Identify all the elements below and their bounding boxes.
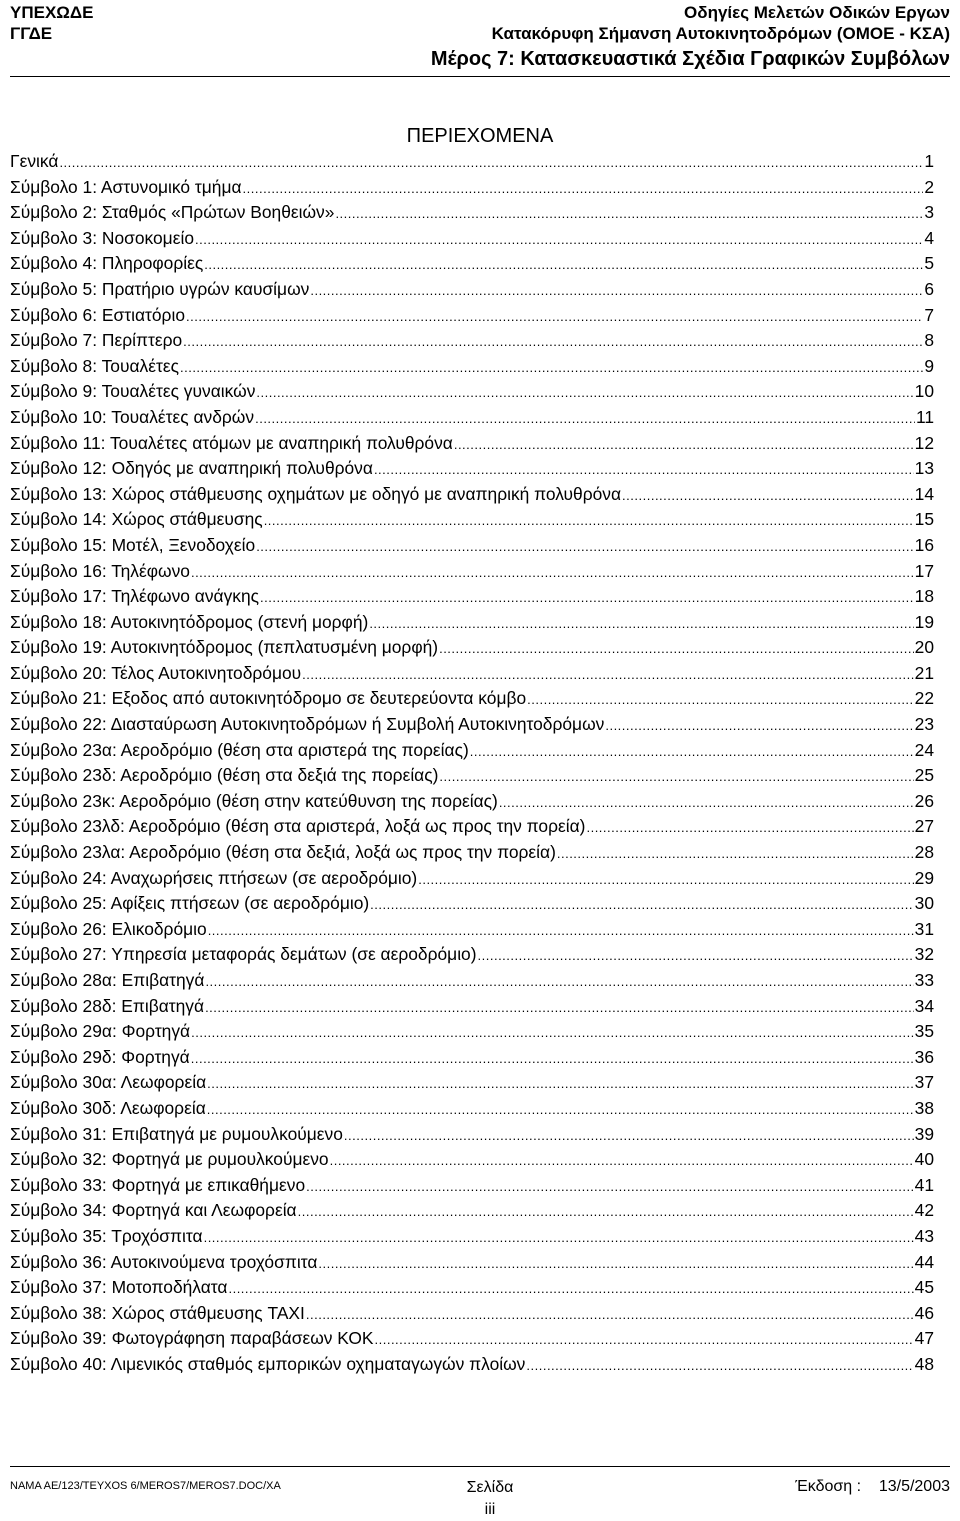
- footer-file-path: NAMA AE/123/TEYXOS 6/MEROS7/MEROS7.DOC/XA: [10, 1480, 281, 1492]
- toc-entry-label: Σύμβολο 30δ: Λεωφορεία: [10, 1097, 206, 1118]
- toc-dot-leader: [260, 585, 914, 611]
- toc-entry-label: Σύμβολο 13: Χώρος στάθμευσης οχημάτων με οδηγό με αναπηρική πολυθρόνα: [10, 483, 622, 504]
- toc-entry-page: 11: [915, 406, 934, 427]
- toc-entry-label: Σύμβολο 33: Φορτηγά με επικαθήμενο: [10, 1174, 306, 1195]
- toc-entry-page: 26: [914, 790, 934, 811]
- toc-entry-page: 30: [914, 893, 934, 914]
- toc-entry[interactable]: [10, 1198, 934, 1224]
- toc-entry-label: Σύμβολο 5: Πρατήριο υγρών καυσίμων: [10, 278, 310, 299]
- toc-entry[interactable]: [10, 379, 934, 405]
- toc-entry-label: Σύμβολο 8: Τουαλέτες: [10, 355, 179, 376]
- toc-dot-leader: [243, 176, 924, 202]
- toc-entry-label: Σύμβολο 9: Τουαλέτες γυναικών: [10, 381, 256, 402]
- org-name-line1: ΥΠΕΧΩΔΕ: [10, 3, 94, 22]
- toc-entry-label: Σύμβολο 36: Αυτοκινούμενα τροχόσπιτα: [10, 1251, 318, 1272]
- toc-entry-label: Σύμβολο 29α: Φορτηγά: [10, 1021, 191, 1042]
- toc-dot-leader: [302, 662, 914, 688]
- toc-entry-page: 3: [924, 202, 934, 223]
- toc-dot-leader: [205, 969, 913, 995]
- toc-entry[interactable]: [10, 277, 934, 303]
- toc-dot-leader: [298, 1199, 914, 1225]
- page-footer: [10, 1466, 950, 1517]
- toc-entry-page: 29: [914, 867, 934, 888]
- toc-entry-page: 35: [914, 1021, 934, 1042]
- toc-dot-leader: [370, 892, 913, 918]
- toc-entry-page: 27: [914, 816, 934, 837]
- toc-entry-label: Σύμβολο 31: Επιβατηγά με ρυμουλκούμενο: [10, 1123, 343, 1144]
- toc-entry[interactable]: [10, 1070, 934, 1096]
- toc-dot-leader: [335, 201, 923, 227]
- toc-entry-page: 46: [914, 1302, 934, 1323]
- toc-entry-label: Σύμβολο 29δ: Φορτηγά: [10, 1046, 190, 1067]
- toc-entry-page: 14: [914, 483, 934, 504]
- toc-dot-leader: [256, 380, 913, 406]
- toc-entry[interactable]: [10, 789, 934, 815]
- toc-entry[interactable]: [10, 1096, 934, 1122]
- toc-entry-label: Σύμβολο 3: Νοσοκομείο: [10, 227, 194, 248]
- toc-entry[interactable]: [10, 1019, 934, 1045]
- toc-entry-page: 45: [914, 1277, 934, 1298]
- toc-entry-label: Σύμβολο 19: Αυτοκινητόδρομος (πεπλατυσμένη μορφή): [10, 637, 439, 658]
- toc-entry[interactable]: [10, 763, 934, 789]
- toc-entry-page: 1: [924, 151, 934, 171]
- toc-entry-page: 40: [914, 1149, 934, 1170]
- toc-entry-label: Σύμβολο 25: Αφίξεις πτήσεων (σε αεροδρόμιο): [10, 893, 370, 914]
- toc-entry[interactable]: [10, 1250, 934, 1276]
- toc-entry-label: Σύμβολο 11: Τουαλέτες ατόμων με αναπηρική πολυθρόνα: [10, 432, 453, 453]
- toc-dot-leader: [526, 1353, 913, 1379]
- doc-title-line1: Οδηγίες Μελετών Οδικών Εργων: [684, 3, 950, 22]
- toc-entry[interactable]: [10, 533, 934, 559]
- toc-entry-label: Σύμβολο 23α: Αεροδρόμιο (θέση στα αριστερά της πορείας): [10, 739, 469, 760]
- toc-dot-leader: [586, 815, 913, 841]
- footer-page-block: [455, 1477, 525, 1521]
- toc-entry-page: 4: [924, 227, 934, 248]
- toc-entry[interactable]: [10, 866, 934, 892]
- page-header: [10, 2, 950, 77]
- toc-dot-leader: [439, 764, 913, 790]
- toc-entry-label: Σύμβολο 23κ: Αεροδρόμιο (θέση στην κατεύθυνση της πορείας): [10, 790, 498, 811]
- toc-entry-page: 8: [924, 330, 934, 351]
- toc-entry-label: Σύμβολο 39: Φωτογράφηση παραβάσεων ΚΟΚ: [10, 1328, 374, 1349]
- toc-entry[interactable]: [10, 303, 934, 329]
- toc-entry-label: Σύμβολο 37: Μοτοποδήλατα: [10, 1277, 228, 1298]
- toc-entry[interactable]: [10, 942, 934, 968]
- toc-dot-leader: [527, 687, 914, 713]
- toc-entry-label: Σύμβολο 1: Αστυνομικό τμήμα: [10, 176, 242, 197]
- toc-entry[interactable]: [10, 891, 934, 917]
- org-name-line2: ΓΓΔΕ: [10, 24, 53, 43]
- toc-dot-leader: [186, 304, 923, 330]
- toc-dot-leader: [256, 534, 913, 560]
- toc-entry-label: Σύμβολο 24: Αναχωρήσεις πτήσεων (σε αεροδρόμιο): [10, 867, 418, 888]
- toc-dot-leader: [478, 943, 914, 969]
- toc-entry[interactable]: [10, 1275, 934, 1301]
- toc-entry[interactable]: [10, 712, 934, 738]
- toc-entry-page: 20: [914, 637, 934, 658]
- toc-entry[interactable]: [10, 610, 934, 636]
- toc-entry[interactable]: [10, 149, 934, 175]
- toc-entry[interactable]: [10, 686, 934, 712]
- toc-dot-leader: [605, 713, 913, 739]
- toc-entry-page: 15: [914, 509, 934, 530]
- toc-entry-page: 13: [914, 458, 934, 479]
- toc-entry[interactable]: [10, 994, 934, 1020]
- toc-entry-label: Σύμβολο 28α: Επιβατηγά: [10, 970, 205, 990]
- toc-entry-page: 32: [914, 944, 934, 965]
- toc-entry-page: 2: [924, 176, 934, 197]
- toc-entry-label: Σύμβολο 32: Φορτηγά με ρυμουλκούμενο: [10, 1149, 329, 1170]
- toc-dot-leader: [191, 1020, 914, 1046]
- toc-entry-page: 24: [914, 739, 934, 760]
- toc-entry-page: 38: [914, 1097, 934, 1118]
- toc-entry-page: 28: [914, 842, 934, 863]
- toc-entry-label: Σύμβολο 12: Οδηγός με αναπηρική πολυθρόνα: [10, 458, 373, 479]
- toc-entry[interactable]: [10, 405, 934, 431]
- footer-page-number: iii: [484, 1501, 496, 1518]
- toc-dot-leader: [208, 918, 914, 944]
- org-block: [10, 2, 93, 44]
- toc-entry-page: 34: [914, 995, 934, 1016]
- toc-entry-label: Γενικά: [10, 151, 59, 171]
- toc-dot-leader: [344, 1123, 914, 1149]
- toc-entry[interactable]: [10, 226, 934, 252]
- toc-entry-page: 23: [914, 714, 934, 735]
- toc-dot-leader: [454, 432, 914, 458]
- toc-dot-leader: [499, 790, 914, 816]
- toc-entry-page: 9: [924, 355, 934, 376]
- toc-entry-page: 10: [914, 381, 934, 402]
- toc-dot-leader: [375, 1327, 914, 1353]
- toc-dot-leader: [418, 867, 913, 893]
- toc-entry[interactable]: [10, 1147, 934, 1173]
- toc-entry[interactable]: [10, 482, 934, 508]
- toc-entry-label: Σύμβολο 2: Σταθμός «Πρώτων Βοηθειών»: [10, 202, 335, 223]
- toc-entry-page: 6: [924, 278, 934, 299]
- toc-entry-page: 21: [914, 662, 934, 683]
- toc-dot-leader: [318, 1251, 913, 1277]
- toc-entry[interactable]: [10, 584, 934, 610]
- toc-dot-leader: [330, 1148, 914, 1174]
- toc-entry[interactable]: [10, 917, 934, 943]
- toc-entry-label: Σύμβολο 7: Περίπτερο: [10, 330, 183, 351]
- toc-dot-leader: [191, 1046, 914, 1072]
- toc-dot-leader: [622, 483, 914, 509]
- toc-dot-leader: [439, 636, 914, 662]
- toc-entry-page: 25: [914, 765, 934, 786]
- toc-entry[interactable]: [10, 431, 934, 457]
- toc-entry[interactable]: [10, 559, 934, 585]
- toc-dot-leader: [204, 1225, 914, 1251]
- table-of-contents: [10, 149, 934, 1378]
- toc-entry-label: Σύμβολο 40: Λιμενικός σταθμός εμπορικών οχηματαγωγών πλοίων: [10, 1353, 526, 1374]
- toc-entry[interactable]: [10, 1301, 934, 1327]
- toc-entry[interactable]: [10, 814, 934, 840]
- toc-entry-page: 5: [924, 253, 934, 274]
- toc-dot-leader: [470, 739, 914, 765]
- toc-entry-page: 42: [914, 1200, 934, 1221]
- toc-entry-label: Σύμβολο 21: Εξοδος από αυτοκινητόδρομο σε δευτερεύοντα κόμβο: [10, 688, 527, 709]
- toc-entry[interactable]: [10, 1224, 934, 1250]
- toc-dot-leader: [195, 227, 923, 253]
- toc-entry-page: 41: [914, 1174, 934, 1195]
- toc-entry[interactable]: [10, 328, 934, 354]
- toc-dot-leader: [310, 278, 923, 304]
- part-title: Μέρος 7: Κατασκευαστικά Σχέδια Γραφικών Συμβόλων: [430, 48, 950, 70]
- toc-entry-page: 37: [914, 1072, 934, 1093]
- toc-dot-leader: [557, 841, 914, 867]
- toc-entry-page: 18: [914, 586, 934, 607]
- toc-entry[interactable]: [10, 251, 934, 277]
- toc-dot-leader: [205, 995, 914, 1021]
- toc-entry-label: Σύμβολο 14: Χώρος στάθμευσης: [10, 509, 263, 530]
- toc-entry-label: Σύμβολο 28δ: Επιβατηγά: [10, 995, 205, 1016]
- toc-entry-label: Σύμβολο 30α: Λεωφορεία: [10, 1072, 207, 1093]
- toc-dot-leader: [374, 457, 914, 483]
- toc-entry[interactable]: [10, 738, 934, 764]
- toc-entry[interactable]: [10, 661, 934, 687]
- toc-entry-label: Σύμβολο 38: Χώρος στάθμευσης TAXI: [10, 1302, 305, 1323]
- toc-entry-label: Σύμβολο 15: Μοτέλ, Ξενοδοχείο: [10, 534, 256, 555]
- toc-entry-page: 44: [914, 1251, 934, 1272]
- toc-dot-leader: [228, 1276, 913, 1302]
- toc-entry-label: Σύμβολο 4: Πληροφορίες: [10, 253, 204, 274]
- toc-entry-label: Σύμβολο 20: Τέλος Αυτοκινητοδρόμου: [10, 662, 302, 683]
- toc-entry-label: Σύμβολο 22: Διασταύρωση Αυτοκινητοδρόμων ή Συμβολή Αυτοκινητοδρόμων: [10, 714, 605, 735]
- toc-entry-label: Σύμβολο 17: Τηλέφωνο ανάγκης: [10, 586, 260, 607]
- toc-entry[interactable]: [10, 1122, 934, 1148]
- toc-dot-leader: [191, 560, 914, 586]
- toc-dot-leader: [369, 611, 913, 637]
- toc-entry-page: 16: [914, 534, 934, 555]
- toc-entry[interactable]: [10, 1173, 934, 1199]
- toc-entry[interactable]: [10, 968, 934, 994]
- toc-entry-page: 48: [914, 1353, 934, 1374]
- toc-entry[interactable]: [10, 1326, 934, 1352]
- toc-entry-label: Σύμβολο 6: Εστιατόριο: [10, 304, 185, 325]
- toc-entry-page: 43: [914, 1225, 934, 1246]
- toc-entry-label: Σύμβολο 35: Τροχόσπιτα: [10, 1225, 203, 1246]
- toc-entry[interactable]: [10, 1352, 934, 1378]
- toc-entry[interactable]: [10, 200, 934, 226]
- toc-entry-label: Σύμβολο 26: Ελικοδρόμιο: [10, 918, 207, 939]
- toc-dot-leader: [306, 1174, 914, 1200]
- footer-page-label: Σελίδα: [466, 1479, 514, 1496]
- toc-entry-page: 33: [914, 970, 934, 990]
- toc-dot-leader: [255, 406, 915, 432]
- toc-dot-leader: [204, 252, 923, 278]
- toc-entry-page: 22: [914, 688, 934, 709]
- toc-entry[interactable]: [10, 354, 934, 380]
- toc-dot-leader: [207, 1071, 914, 1097]
- toc-entry-page: 36: [914, 1046, 934, 1067]
- toc-entry-label: Σύμβολο 16: Τηλέφωνο: [10, 560, 190, 581]
- toc-entry-label: Σύμβολο 34: Φορτηγά και Λεωφορεία: [10, 1200, 297, 1221]
- toc-dot-leader: [180, 355, 923, 381]
- toc-entry-label: Σύμβολο 23λα: Αεροδρόμιο (θέση στα δεξιά, λοξά ως προς την πορεία): [10, 842, 556, 863]
- toc-entry-page: 12: [914, 432, 934, 453]
- footer-edition: Έκδοση : 13/5/2003: [795, 1478, 950, 1495]
- toc-dot-leader: [59, 150, 923, 176]
- toc-entry-page: 17: [914, 560, 934, 581]
- toc-heading: ΠΕΡΙΕΧΟΜΕΝΑ: [406, 125, 554, 147]
- toc-entry[interactable]: [10, 507, 934, 533]
- toc-entry-page: 31: [914, 918, 934, 939]
- toc-entry-page: 39: [914, 1123, 934, 1144]
- toc-entry-label: Σύμβολο 27: Υπηρεσία μεταφοράς δεμάτων (σε αεροδρόμιο): [10, 944, 477, 965]
- toc-entry-page: 7: [924, 304, 934, 325]
- toc-entry-label: Σύμβολο 18: Αυτοκινητόδρομος (στενή μορφή): [10, 611, 369, 632]
- doc-block: [492, 2, 950, 44]
- toc-entry-label: Σύμβολο 23λδ: Αεροδρόμιο (θέση στα αριστερά, λοξά ως προς την πορεία): [10, 816, 586, 837]
- toc-entry[interactable]: [10, 175, 934, 201]
- doc-title-line2: Κατακόρυφη Σήμανση Αυτοκινητοδρόμων (ΟΜΟΕ - ΚΣΑ): [491, 24, 950, 43]
- toc-entry[interactable]: [10, 456, 934, 482]
- toc-entry-page: 19: [914, 611, 934, 632]
- toc-dot-leader: [207, 1097, 914, 1123]
- toc-dot-leader: [183, 329, 923, 355]
- toc-entry[interactable]: [10, 1045, 934, 1071]
- toc-entry[interactable]: [10, 840, 934, 866]
- toc-entry-page: 47: [914, 1328, 934, 1349]
- toc-entry-label: Σύμβολο 10: Τουαλέτες ανδρών: [10, 406, 255, 427]
- toc-dot-leader: [306, 1302, 914, 1328]
- toc-entry[interactable]: [10, 635, 934, 661]
- toc-dot-leader: [264, 508, 914, 534]
- toc-entry-label: Σύμβολο 23δ: Αεροδρόμιο (θέση στα δεξιά της πορείας): [10, 765, 439, 786]
